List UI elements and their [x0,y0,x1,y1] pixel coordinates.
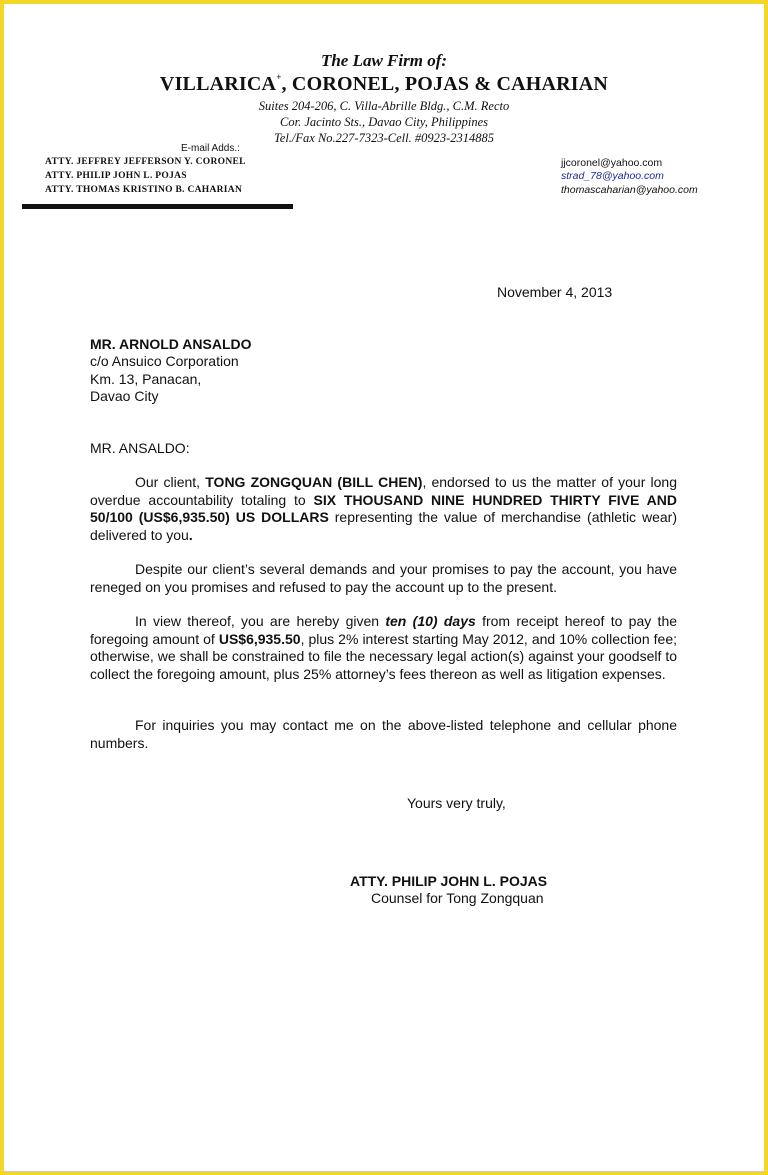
recipient-address-line: Km. 13, Panacan, [90,371,202,387]
text-run: , endorsed to us the matter of your long overdue accountability totaling to [90,474,677,508]
amount-in-words: SIX THOUSAND NINE HUNDRED THIRTY FIVE AND 50/100 (US$6,935.50) US DOLLARS [90,491,677,525]
text-run: . [188,526,193,543]
attorney-email[interactable]: jjcoronel@yahoo.com [561,157,663,169]
body-paragraph-1 [90,474,677,544]
recipient-address-line: c/o Ansuico Corporation [90,353,239,369]
firm-name-sup: + [276,72,282,82]
attorney-name: ATTY. THOMAS KRISTINO B. CAHARIAN [45,185,243,195]
paragraph-text: Despite our client’s several demands and your promises to pay the account, you have reneged on you promises and refused to pay the account up to the present. [90,561,677,595]
body-paragraph-4 [90,717,677,752]
text-run: , plus 2% interest starting May 2012, and 10% collection fee; otherwise, we shall be constrained to file the necessary legal action(s) against your goodself to collect the foregoing amount, plus 25% attorney’s fees thereon as well as litigation expenses. [90,630,677,682]
attorney-email[interactable]: thomascaharian@yahoo.com [561,184,698,196]
closing: Yours very truly, [407,795,506,811]
amount: US$6,935.50 [218,630,301,647]
text-run: representing the value of merchandise (athletic wear) delivered to you [90,509,678,543]
paragraph-text: For inquiries you may contact me on the above-listed telephone and cellular phone numbers. [90,717,677,751]
text-run: In view thereof, you are hereby given [135,613,386,629]
firm-name [0,73,768,96]
text-run: Our client, [135,474,206,490]
recipient-name: MR. ARNOLD ANSALDO [90,336,252,352]
firm-name-part2: , CORONEL, POJAS & CAHARIAN [281,73,609,95]
signatory-name: ATTY. PHILIP JOHN L. POJAS [350,873,548,889]
letter-date: November 4, 2013 [497,284,613,300]
letterhead-divider [22,204,293,209]
attorney-name: ATTY. PHILIP JOHN L. POJAS [45,171,187,181]
salutation: MR. ANSALDO: [90,440,190,456]
recipient-address-line: Davao City [90,388,159,404]
firm-address-line: Tel./Fax No.227-7323-Cell. #0923-2314885 [273,131,494,145]
attorney-name: ATTY. JEFFREY JEFFERSON Y. CORONEL [45,157,246,167]
attorney-email-link[interactable]: strad_78@yahoo.com [561,170,664,182]
deadline: ten (10) days [385,613,476,629]
firm-name-part1: VILLARICA [159,73,277,95]
signatory-title: Counsel for Tong Zongquan [371,890,544,906]
firm-address-line: Cor. Jacinto Sts., Davao City, Philippines [280,115,488,129]
firm-intro: The Law Firm of: [320,51,448,70]
email-label: E-mail Adds.: [181,143,240,154]
body-paragraph-2 [90,561,677,596]
firm-address-line: Suites 204-206, C. Villa-Abrille Bldg., C.M. Recto [258,99,510,113]
client-name: TONG ZONGQUAN (BILL CHEN) [205,474,423,490]
text-run: from receipt hereof to pay the foregoing amount of [90,613,678,647]
body-paragraph-3 [90,613,677,683]
